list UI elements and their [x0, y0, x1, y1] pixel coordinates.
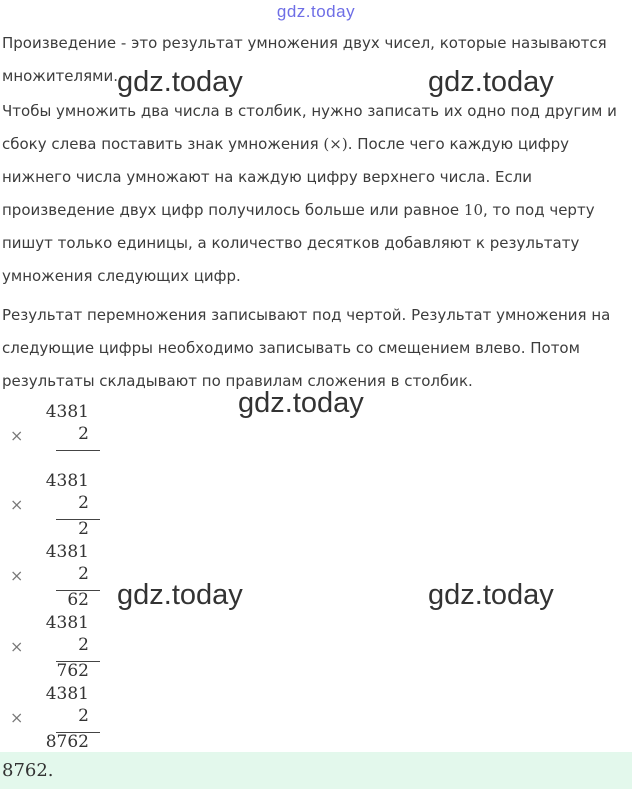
- multiplier: 2: [78, 706, 89, 726]
- calc-step-2: [0, 470, 100, 540]
- partial-result: 2: [78, 519, 89, 539]
- watermark: gdz.today: [117, 66, 243, 98]
- site-logo[interactable]: gdz.today: [276, 2, 356, 21]
- times-icon: ×: [10, 426, 24, 445]
- calc-step-5: [0, 683, 100, 753]
- multiplier: 2: [78, 424, 89, 444]
- watermark: gdz.today: [428, 579, 554, 611]
- partial-result: 8762: [45, 732, 89, 752]
- watermark: gdz.today: [238, 387, 364, 419]
- calc-step-4: [0, 612, 100, 682]
- method-text-part-3: , то под черту пишут только единицы, а количество десятков добавляют к результату умножения следующих цифр.: [2, 201, 595, 285]
- method-text-part-2: . После чего каждую цифру нижнего числа умножают на каждую цифру верхнего числа. Если произведение двух цифр получилось больше или равное: [2, 135, 570, 219]
- answer-box: [0, 752, 632, 789]
- times-icon: ×: [10, 495, 24, 514]
- partial-result: 762: [56, 661, 89, 681]
- times-icon: ×: [10, 708, 24, 727]
- multiplicand: 4381: [45, 471, 89, 491]
- multiplier: 2: [78, 493, 89, 513]
- calc-step-1: [0, 401, 100, 471]
- watermark: gdz.today: [117, 579, 243, 611]
- multiplicand: 4381: [45, 402, 89, 422]
- definition-paragraph: Произведение - это результат умножения двух чисел, которые называются множителями.: [2, 34, 607, 85]
- multiplicand: 4381: [45, 542, 89, 562]
- times-icon: ×: [10, 637, 24, 656]
- partial-result: 62: [67, 590, 89, 610]
- calc-step-3: [0, 541, 100, 611]
- watermark: gdz.today: [428, 66, 554, 98]
- method-paragraph: [2, 95, 627, 293]
- multiplier: 2: [78, 564, 89, 584]
- multiplicand: 4381: [45, 613, 89, 633]
- method-text-part-1: Чтобы умножить два числа в столбик, нужно записать их одно под другим и сбоку слева поставить знак умножения: [2, 102, 617, 153]
- calc-divider: [56, 450, 100, 451]
- multiplication-sign-symbol: (×): [323, 135, 348, 153]
- multiplier: 2: [78, 635, 89, 655]
- number-ten: 10: [463, 201, 483, 219]
- answer-value: 8762.: [2, 760, 54, 781]
- result-paragraph: Результат перемножения записывают под чертой. Результат умножения на следующие цифры необходимо записывать со смещением влево. Потом результаты складывают по правилам сложения в столбик.: [2, 306, 611, 390]
- multiplicand: 4381: [45, 684, 89, 704]
- times-icon: ×: [10, 566, 24, 585]
